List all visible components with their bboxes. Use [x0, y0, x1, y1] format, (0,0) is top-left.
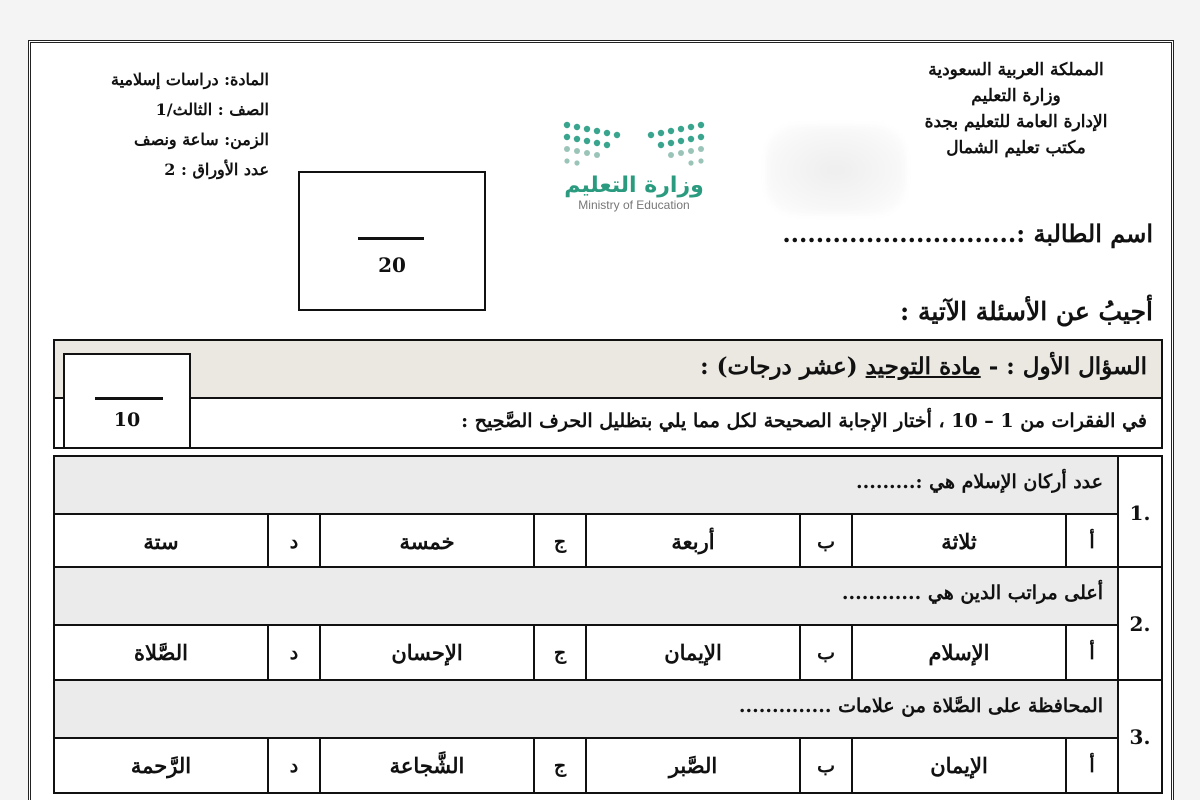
- question-one-score-box: [63, 353, 191, 449]
- question-row: [53, 681, 1163, 794]
- question-one-total: 10: [113, 409, 141, 431]
- subject-label: المادة: دراسات إسلامية: [110, 70, 269, 89]
- option-letter-b[interactable]: ب: [799, 626, 851, 679]
- exam-instructions: أجيبُ عن الأسئلة الآتية :: [900, 297, 1153, 326]
- option-letter-a[interactable]: أ: [1065, 626, 1117, 679]
- ministry-logo-dots-icon: [559, 115, 709, 175]
- questions-table: [53, 455, 1163, 794]
- directorate-name: الإدارة العامة للتعليم بجدة: [924, 112, 1108, 132]
- question-number: 2.: [1117, 568, 1161, 679]
- option-letter-c[interactable]: ج: [533, 515, 585, 568]
- ministry-logo: [549, 115, 719, 225]
- question-stem: عدد أركان الإسلام هي :.........: [855, 471, 1103, 493]
- exam-sheet: [28, 40, 1174, 800]
- option-answer-c: الإحسان: [319, 626, 533, 679]
- grade-label: الصف : الثالث/1: [155, 100, 269, 119]
- pages-label: عدد الأوراق : 2: [164, 160, 269, 179]
- option-answer-a: الإيمان: [851, 739, 1065, 792]
- header-right: [901, 57, 1131, 161]
- option-letter-c[interactable]: ج: [533, 626, 585, 679]
- option-answer-c: الشَّجاعة: [319, 739, 533, 792]
- option-answer-b: الصَّبر: [585, 739, 799, 792]
- ministry-logo-english: Ministry of Education: [578, 198, 690, 212]
- question-one-instruction-row: [53, 399, 1163, 449]
- total-grade-value: 20: [378, 253, 406, 277]
- question-row: [53, 568, 1163, 681]
- option-answer-b: الإيمان: [585, 626, 799, 679]
- kingdom-name: المملكة العربية السعودية: [928, 60, 1104, 80]
- option-answer-d: ستة: [143, 529, 179, 554]
- question-one-title: [700, 353, 1147, 380]
- time-label: الزمن: ساعة ونصف: [134, 130, 269, 149]
- question-stem-row: [55, 681, 1117, 739]
- question-stem: أعلى مراتب الدين هي ............: [841, 582, 1103, 604]
- option-letter-a[interactable]: أ: [1065, 739, 1117, 792]
- option-letter-d[interactable]: د: [267, 626, 319, 679]
- question-number: 1.: [1117, 457, 1161, 566]
- question-one-title-suffix: (عشر درجات) :: [700, 353, 866, 380]
- total-grade-box: [298, 171, 486, 311]
- header-left: [49, 65, 269, 185]
- office-name: مكتب تعليم الشمال: [946, 138, 1086, 158]
- blurred-school-stamp: [766, 125, 906, 215]
- option-letter-c[interactable]: ج: [533, 739, 585, 792]
- question-number: 3.: [1117, 681, 1161, 792]
- option-letter-b[interactable]: ب: [799, 739, 851, 792]
- question-options: [55, 515, 1117, 568]
- option-letter-d[interactable]: د: [267, 515, 319, 568]
- option-letter-b[interactable]: ب: [799, 515, 851, 568]
- option-answer-d: الرَّحمة: [130, 753, 192, 778]
- grade-blank-line: [358, 237, 424, 240]
- option-answer-d: الصَّلاة: [134, 640, 188, 665]
- option-letter-d[interactable]: د: [267, 739, 319, 792]
- question-stem: المحافظة على الصَّلاة من علامات ..............: [738, 695, 1103, 717]
- ministry-name: وزارة التعليم: [971, 86, 1061, 106]
- question-one-header: [53, 339, 1163, 399]
- option-answer-a: الإسلام: [851, 626, 1065, 679]
- question-options: [55, 739, 1117, 792]
- student-name-field[interactable]: اسم الطالبة :............................: [782, 219, 1153, 248]
- option-answer-b: أربعة: [585, 515, 799, 568]
- question-one-instruction: في الفقرات من 1 – 10 ، أختار الإجابة الصحيحة لكل مما يلي بتظليل الحرف الصَّحِيح :: [461, 410, 1147, 432]
- question-stem-row: [55, 457, 1117, 515]
- question-stem-row: [55, 568, 1117, 626]
- option-answer-c: خمسة: [319, 515, 533, 568]
- question-one-blank-line: [95, 397, 163, 400]
- question-options: [55, 626, 1117, 679]
- option-letter-a[interactable]: أ: [1065, 515, 1117, 568]
- question-row: [53, 455, 1163, 568]
- question-one-subject: مادة التوحيد: [865, 353, 981, 380]
- question-one-title-prefix: السؤال الأول : -: [980, 353, 1147, 380]
- option-answer-a: ثلاثة: [851, 515, 1065, 568]
- ministry-logo-arabic: وزارة التعليم: [564, 173, 704, 198]
